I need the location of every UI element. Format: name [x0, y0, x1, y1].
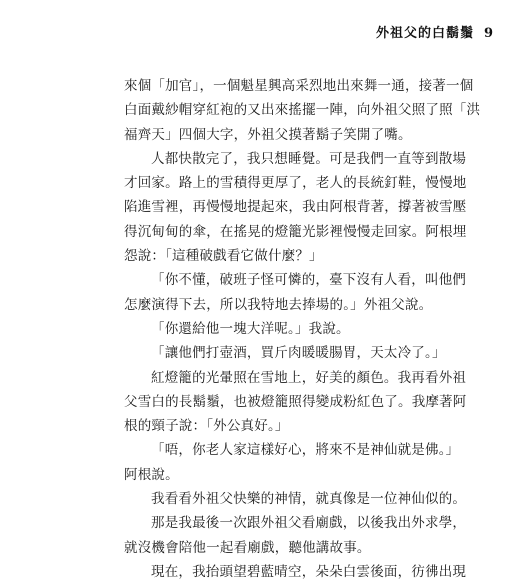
text-line: 才回家。路上的雪積得更厚了，老人的長統釘鞋，慢慢地 [124, 175, 467, 192]
paragraph-start-line: 紅燈籠的光暈照在雪地上，好美的顏色。我再看外祖 [151, 369, 467, 386]
text-line: 陷進雪裡，再慢慢地提起來，我由阿根背著，撐著被雪壓 [124, 199, 467, 216]
paragraph-start-line: 現在，我抬頭望碧藍晴空，朵朵白雲後面，彷彿出現 [151, 563, 467, 580]
paragraph-start-line: 人都快散完了，我只想睡覺。可是我們一直等到散場 [151, 150, 467, 167]
running-header [376, 22, 494, 41]
text-line: 怎麼演得下去，所以我特地去捧場的。」外祖父說。 [124, 296, 433, 313]
paragraph-start-line: 「你還給他一塊大洋呢。」我說。 [151, 320, 350, 337]
text-line: 怨說：「這種破戲看它做什麼？」 [124, 248, 323, 265]
text-line: 阿根說。 [124, 466, 179, 483]
body-text [124, 74, 486, 584]
paragraph-start-line: 「唔，你老人家這樣好心，將來不是神仙就是佛。」 [151, 442, 460, 459]
page-number: 9 [483, 26, 494, 41]
text-line: 來個「加官」，一個魁星興高采烈地出來舞一通，接著一個 [124, 78, 474, 94]
paragraph-start-line: 我看看外祖父快樂的神情，就真像是一位神仙似的。 [151, 491, 467, 508]
text-line: 福齊天」四個大字，外祖父摸著鬍子笑開了嘴。 [124, 126, 412, 143]
paragraph-start-line: 那是我最後一次跟外祖父看廟戲，以後我出外求學， [151, 515, 467, 532]
text-line: 就沒機會陪他一起看廟戲，聽他講故事。 [124, 539, 371, 556]
text-line: 父雪白的長鬍鬚，也被燈籠照得變成粉紅色了。我摩著阿 [124, 393, 467, 410]
chapter-title: 外祖父的白鬍鬚 [375, 26, 474, 41]
paragraph-start-line: 「你不懂，破班子怪可憐的，臺下沒有人看，叫他們 [151, 272, 467, 289]
text-line: 根的頸子說：「外公真好。」 [124, 418, 289, 435]
paragraph-start-line: 「讓他們打壺酒，買斤肉暖暖腸胃，天太冷了。」 [151, 345, 446, 362]
text-line: 得沉甸甸的傘，在搖晃的燈籠光影裡慢慢走回家。阿根埋 [124, 223, 467, 240]
text-line: 白面戴紗帽穿紅袍的又出來搖擺一陣，向外祖父照了照「洪 [124, 102, 481, 119]
